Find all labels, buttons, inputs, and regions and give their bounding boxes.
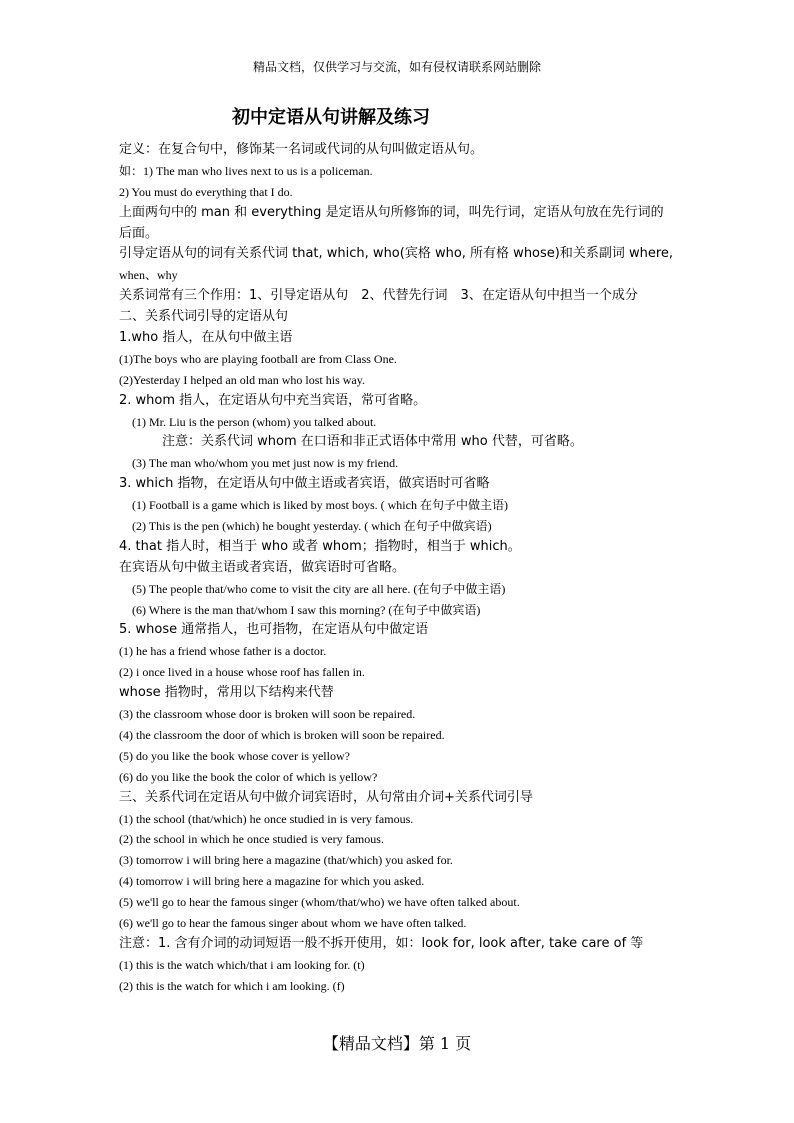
text-line: 关系词常有三个作用：1、引导定语从句 2、代替先行词 3、在定语从句中担当一个成分 — [119, 288, 638, 304]
section-heading: 三、关系代词在定语从句中做介词宾语时，从句常由介词+关系代词引导 — [119, 789, 533, 805]
example-line: (4) tomorrow i will bring here a magazine for which you asked. — [119, 874, 425, 889]
page-header-notice: 精品文档，仅供学习与交流，如有侵权请联系网站删除 — [252, 60, 541, 74]
document-title: 初中定语从句讲解及练习 — [232, 107, 430, 128]
example-line: (1) he has a friend whose father is a doctor. — [119, 644, 327, 659]
example-line: (5) we'll go to hear the famous singer (whom/that/who) we have often talked about. — [119, 895, 520, 910]
text-line: whose 指物时，常用以下结构来代替 — [119, 685, 334, 701]
example-line: (5) do you like the book whose cover is yellow? — [119, 748, 350, 763]
text-line: 1.who 指人，在从句中做主语 — [119, 330, 293, 346]
example-line: (2)Yesterday I helped an old man who lost his way. — [119, 372, 365, 387]
text-line: when、why — [119, 268, 178, 283]
example-line: (1) the school (that/which) he once studied in is very famous. — [119, 811, 414, 826]
text-line: 2) You must do everything that I do. — [119, 184, 293, 199]
example-line: (2) the school in which he once studied is very famous. — [119, 832, 384, 847]
example-line: (1)The boys who are playing football are from Class One. — [119, 351, 397, 366]
example-line: (6) do you like the book the color of which is yellow? — [119, 769, 378, 784]
example-line: (1) Mr. Liu is the person (whom) you talked about. — [132, 414, 377, 429]
text-line: 5. whose 通常指人，也可指物，在定语从句中做定语 — [119, 622, 429, 638]
text-line: 4. that 指人时，相当于 who 或者 whom；指物时，相当于 which。 — [119, 538, 521, 554]
text-line: 上面两句中的 man 和 everything 是定语从句所修饰的词，叫先行词，定语从句放在先行词的 — [119, 204, 664, 220]
example-line: (4) the classroom the door of which is broken will soon be repaired. — [119, 727, 445, 742]
example-line: (3) The man who/whom you met just now is my friend. — [132, 456, 399, 471]
note-line: 注意：关系代词 whom 在口语和非正式语体中常用 who 代替，可省略。 — [162, 434, 583, 450]
section-heading: 二、关系代词引导的定语从句 — [119, 309, 289, 325]
document-body — [119, 140, 679, 997]
text-line: 在宾语从句中做主语或者宾语，做宾语时可省略。 — [119, 559, 406, 575]
example-line: (6) we'll go to hear the famous singer about whom we have often talked. — [119, 915, 467, 930]
example-line: (3) the classroom whose door is broken will soon be repaired. — [119, 707, 416, 722]
example-line: (2) this is the watch for which i am looking. (f) — [119, 978, 345, 993]
page-footer: 【精品文档】第 1 页 — [322, 1034, 472, 1053]
example-line: (5) The people that/who come to visit the city are all here. (在句子中做主语) — [132, 581, 506, 596]
example-line: (1) Football is a game which is liked by most boys. ( which 在句子中做主语) — [132, 498, 508, 513]
example-line: (2) i once lived in a house whose roof has fallen in. — [119, 665, 365, 680]
text-line: 定义：在复合句中，修饰某一名词或代词的从句叫做定语从句。 — [119, 142, 484, 157]
note-line: 注意：1. 含有介词的动词短语一般不拆开使用，如：look for, look after, take care of 等 — [119, 935, 644, 951]
text-line: 如：1) The man who lives next to us is a policeman. — [119, 163, 373, 178]
example-line: (2) This is the pen (which) he bought yesterday. ( which 在句子中做宾语) — [132, 519, 492, 534]
example-line: (6) Where is the man that/whom I saw this morning? (在句子中做宾语) — [132, 602, 481, 617]
example-line: (1) this is the watch which/that i am looking for. (t) — [119, 957, 365, 972]
text-line: 引导定语从句的词有关系代词 that, which, who(宾格 who, 所有格 whose)和关系副词 where, — [119, 246, 674, 262]
text-line: 后面。 — [119, 225, 159, 241]
text-line: 3. which 指物，在定语从句中做主语或者宾语，做宾语时可省略 — [119, 476, 490, 492]
text-line: 2. whom 指人，在定语从句中充当宾语，常可省略。 — [119, 392, 427, 408]
example-line: (3) tomorrow i will bring here a magazine (that/which) you asked for. — [119, 853, 453, 868]
